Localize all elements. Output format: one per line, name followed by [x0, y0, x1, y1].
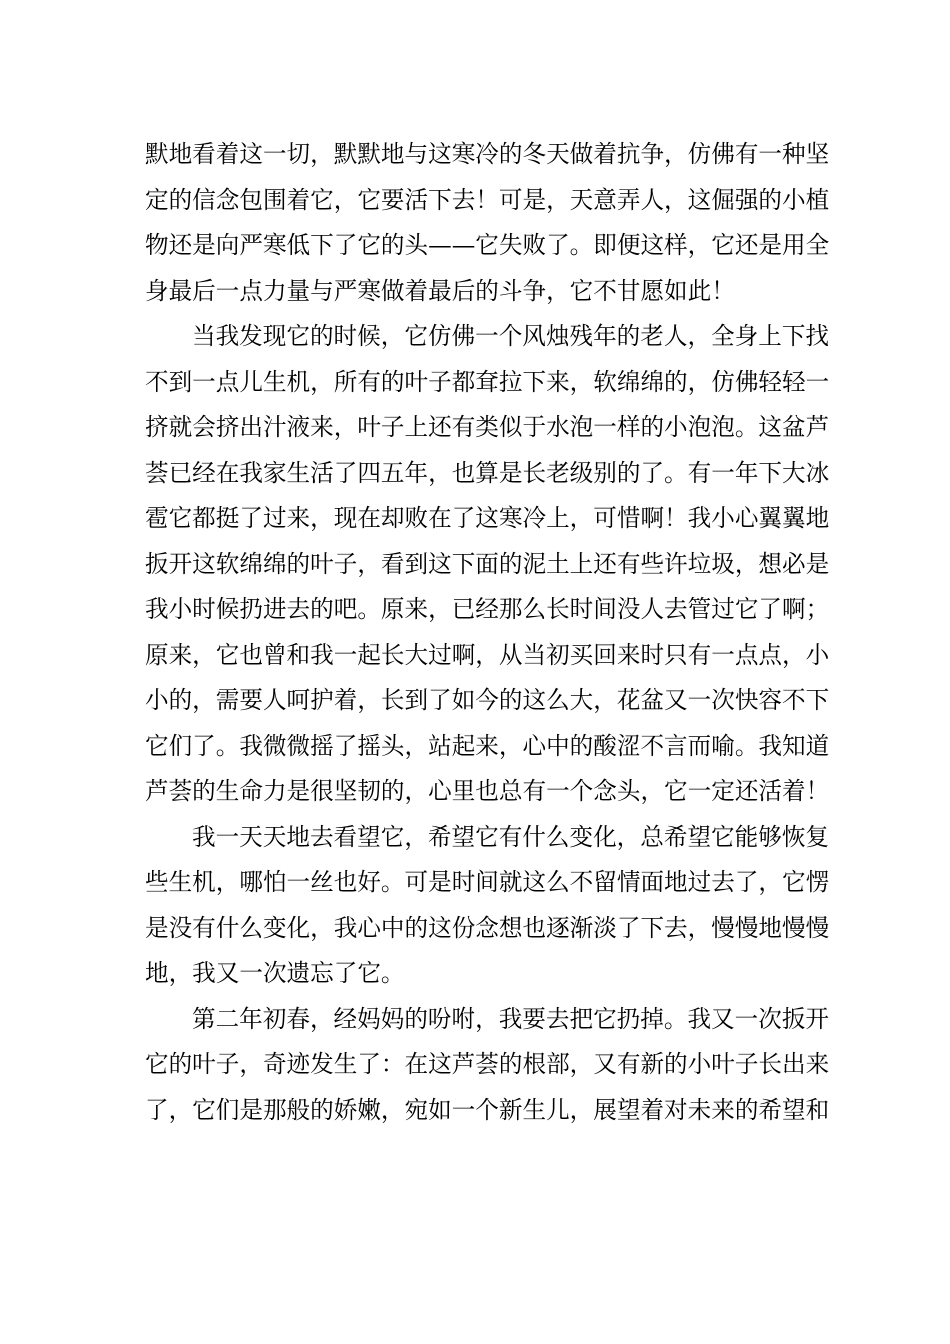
- text-line: 荟已经在我家生活了四五年，也算是长老级别的了。有一年下大冰: [145, 458, 830, 487]
- paragraph-3: [145, 815, 830, 997]
- text-line: 地，我又一次遗忘了它。: [145, 959, 405, 987]
- text-line: 它的叶子，奇迹发生了：在这芦荟的根部，又有新的小叶子长出来: [145, 1050, 830, 1078]
- text-line: 身最后一点力量与严寒做着最后的斗争，它不甘愿如此！: [145, 276, 735, 305]
- text-line: 了，它们是那般的娇嫩，宛如一个新生儿，展望着对未来的希望和: [145, 1095, 830, 1124]
- text-line: 它们了。我微微摇了摇头，站起来，心中的酸涩不言而喻。我知道: [145, 731, 830, 760]
- text-line: 不到一点儿生机，所有的叶子都耷拉下来，软绵绵的，仿佛轻轻一: [145, 367, 830, 396]
- text-line: 我一天天地去看望它，希望它有什么变化，总希望它能够恢复: [192, 822, 830, 851]
- text-line: 原来，它也曾和我一起长大过啊，从当初买回来时只有一点点，小: [145, 640, 830, 669]
- paragraph-2: [145, 314, 830, 815]
- paragraph-1: [145, 132, 830, 314]
- text-line: 芦荟的生命力是很坚韧的，心里也总有一个念头，它一定还活着！: [145, 777, 830, 805]
- text-line: 些生机，哪怕一丝也好。可是时间就这么不留情面地过去了，它愣: [145, 868, 830, 896]
- text-line: 扳开这软绵绵的叶子，看到这下面的泥土上还有些许垃圾，想必是: [145, 549, 830, 578]
- text-line: 小的，需要人呵护着，长到了如今的这么大，花盆又一次快容不下: [145, 686, 830, 714]
- text-line: 是没有什么变化，我心中的这份念想也逐渐淡了下去，慢慢地慢慢: [145, 913, 830, 942]
- text-line: 物还是向严寒低下了它的头——它失败了。即便这样，它还是用全: [145, 231, 830, 259]
- text-line: 当我发现它的时候，它仿佛一个风烛残年的老人，全身上下找: [192, 322, 830, 350]
- text-line: 挤就会挤出汁液来，叶子上还有类似于水泡一样的小泡泡。这盆芦: [145, 413, 830, 441]
- text-line: 定的信念包围着它，它要活下去！可是，天意弄人，这倔强的小植: [145, 185, 830, 214]
- text-line: 雹它都挺了过来，现在却败在了这寒冷上，可惜啊！我小心翼翼地: [145, 504, 830, 532]
- text-line: 默地看着这一切，默默地与这寒冷的冬天做着抗争，仿佛有一种坚: [145, 140, 830, 168]
- paragraph-4: [145, 997, 830, 1134]
- text-line: 我小时候扔进去的吧。原来，已经那么长时间没人去管过它了啊；: [145, 595, 830, 623]
- article-body: [145, 132, 830, 1133]
- text-line: 第二年初春，经妈妈的吩咐，我要去把它扔掉。我又一次扳开: [192, 1004, 830, 1033]
